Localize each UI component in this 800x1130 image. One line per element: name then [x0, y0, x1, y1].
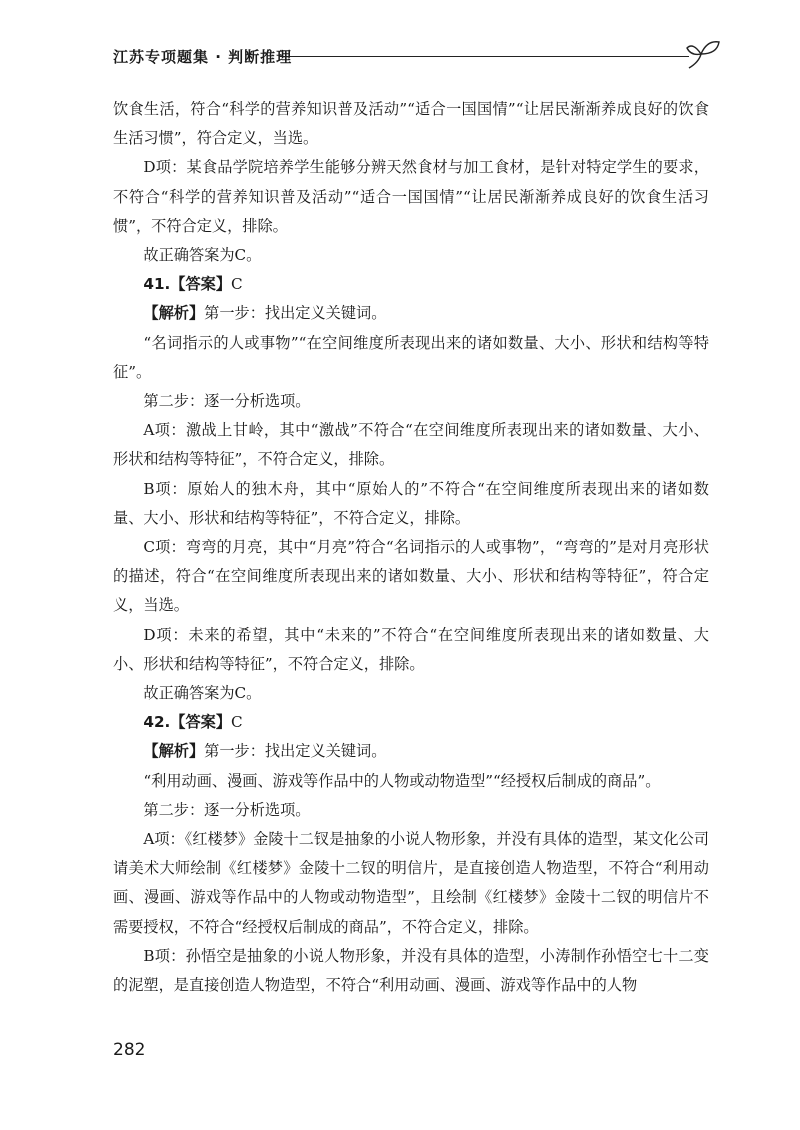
- paragraph: [113, 708, 709, 737]
- sprout-icon: [685, 36, 725, 72]
- page-number: 282: [113, 1040, 146, 1060]
- paragraph-text: 故正确答案为C。: [143, 684, 262, 703]
- paragraph: [113, 241, 709, 270]
- paragraph: [113, 796, 709, 825]
- running-header-title: 江苏专项题集 · 判断推理: [113, 48, 293, 66]
- paragraph-text: B项：原始人的独木舟，其中“原始人的”不符合“在空间维度所表现出来的诸如数量、大小、形状和结构等特征”，不符合定义，排除。: [113, 479, 709, 527]
- paragraph-text: A项：激战上甘岭，其中“激战”不符合“在空间维度所表现出来的诸如数量、大小、形状和结构等特征”，不符合定义，排除。: [113, 421, 709, 469]
- paragraph: [113, 95, 709, 153]
- paragraph-text: C项：弯弯的月亮，其中“月亮”符合“名词指示的人或事物”，“弯弯的”是对月亮形状的描述，符合“在空间维度所表现出来的诸如数量、大小、形状和结构等特征”，符合定义，当选。: [113, 538, 709, 615]
- paragraph: [113, 387, 709, 416]
- paragraph: [113, 825, 709, 942]
- paragraph: [113, 679, 709, 708]
- paragraph-text: 第二步：逐一分析选项。: [143, 800, 311, 819]
- paragraph-text: D项：未来的希望，其中“未来的”不符合“在空间维度所表现出来的诸如数量、大小、形状和结构等特征”，不符合定义，排除。: [113, 625, 709, 673]
- paragraph: [113, 270, 709, 299]
- paragraph-text: 第一步：找出定义关键词。: [204, 304, 387, 323]
- paragraph: [113, 416, 709, 474]
- answer-label: 【解析】: [143, 742, 205, 761]
- paragraph-text: D项：某食品学院培养学生能够分辨天然食材与加工食材，是针对特定学生的要求，不符合“科学的营养知识普及活动”“适合一国国情”“让居民渐渐养成良好的饮食生活习惯”，不符合定义，排除。: [113, 158, 709, 235]
- paragraph: [113, 533, 709, 621]
- paragraph-text: 第二步：逐一分析选项。: [143, 392, 311, 411]
- paragraph: [113, 767, 709, 796]
- paragraph: [113, 153, 709, 241]
- paragraph: [113, 475, 709, 533]
- paragraph-text: 第一步：找出定义关键词。: [204, 742, 387, 761]
- paragraph-text: A项：《红楼梦》金陵十二钗是抽象的小说人物形象，并没有具体的造型，某文化公司请美术大师绘制《红楼梦》金陵十二钗的明信片，是直接创造人物造型，不符合“利用动画、漫画、游戏等作品中的人物或动物造型”，且绘制《红楼梦》金陵十二钗的明信片不需要授权，不符合“经授权后制成的商品”，不符合定义，排除。: [113, 830, 709, 936]
- paragraph: [113, 942, 709, 1000]
- paragraph-text: “利用动画、漫画、游戏等作品中的人物或动物造型”“经授权后制成的商品”。: [143, 771, 661, 790]
- paragraph-text: 饮食生活，符合“科学的营养知识普及活动”“适合一国国情”“让居民渐渐养成良好的饮食生活习惯”，符合定义，当选。: [113, 100, 709, 148]
- paragraph-text: 故正确答案为C。: [143, 246, 262, 265]
- paragraph-text: “名词指示的人或事物”“在空间维度所表现出来的诸如数量、大小、形状和结构等特征”。: [113, 333, 709, 381]
- answer-label: 【解析】: [143, 304, 205, 323]
- header-rule: [279, 56, 689, 57]
- paragraph: [113, 737, 709, 766]
- paragraph: [113, 299, 709, 328]
- paragraph: [113, 329, 709, 387]
- paragraph-text: B项：孙悟空是抽象的小说人物形象，并没有具体的造型，小涛制作孙悟空七十二变的泥塑，是直接创造人物造型，不符合“利用动画、漫画、游戏等作品中的人物: [113, 946, 709, 995]
- paragraph-text: C: [231, 713, 243, 732]
- answer-label: 41.【答案】: [143, 275, 232, 294]
- paragraph: [113, 621, 709, 679]
- answer-label: 42.【答案】: [143, 713, 232, 732]
- paragraph-text: C: [231, 275, 243, 294]
- page-header: [113, 36, 723, 76]
- page-body: [113, 95, 709, 1000]
